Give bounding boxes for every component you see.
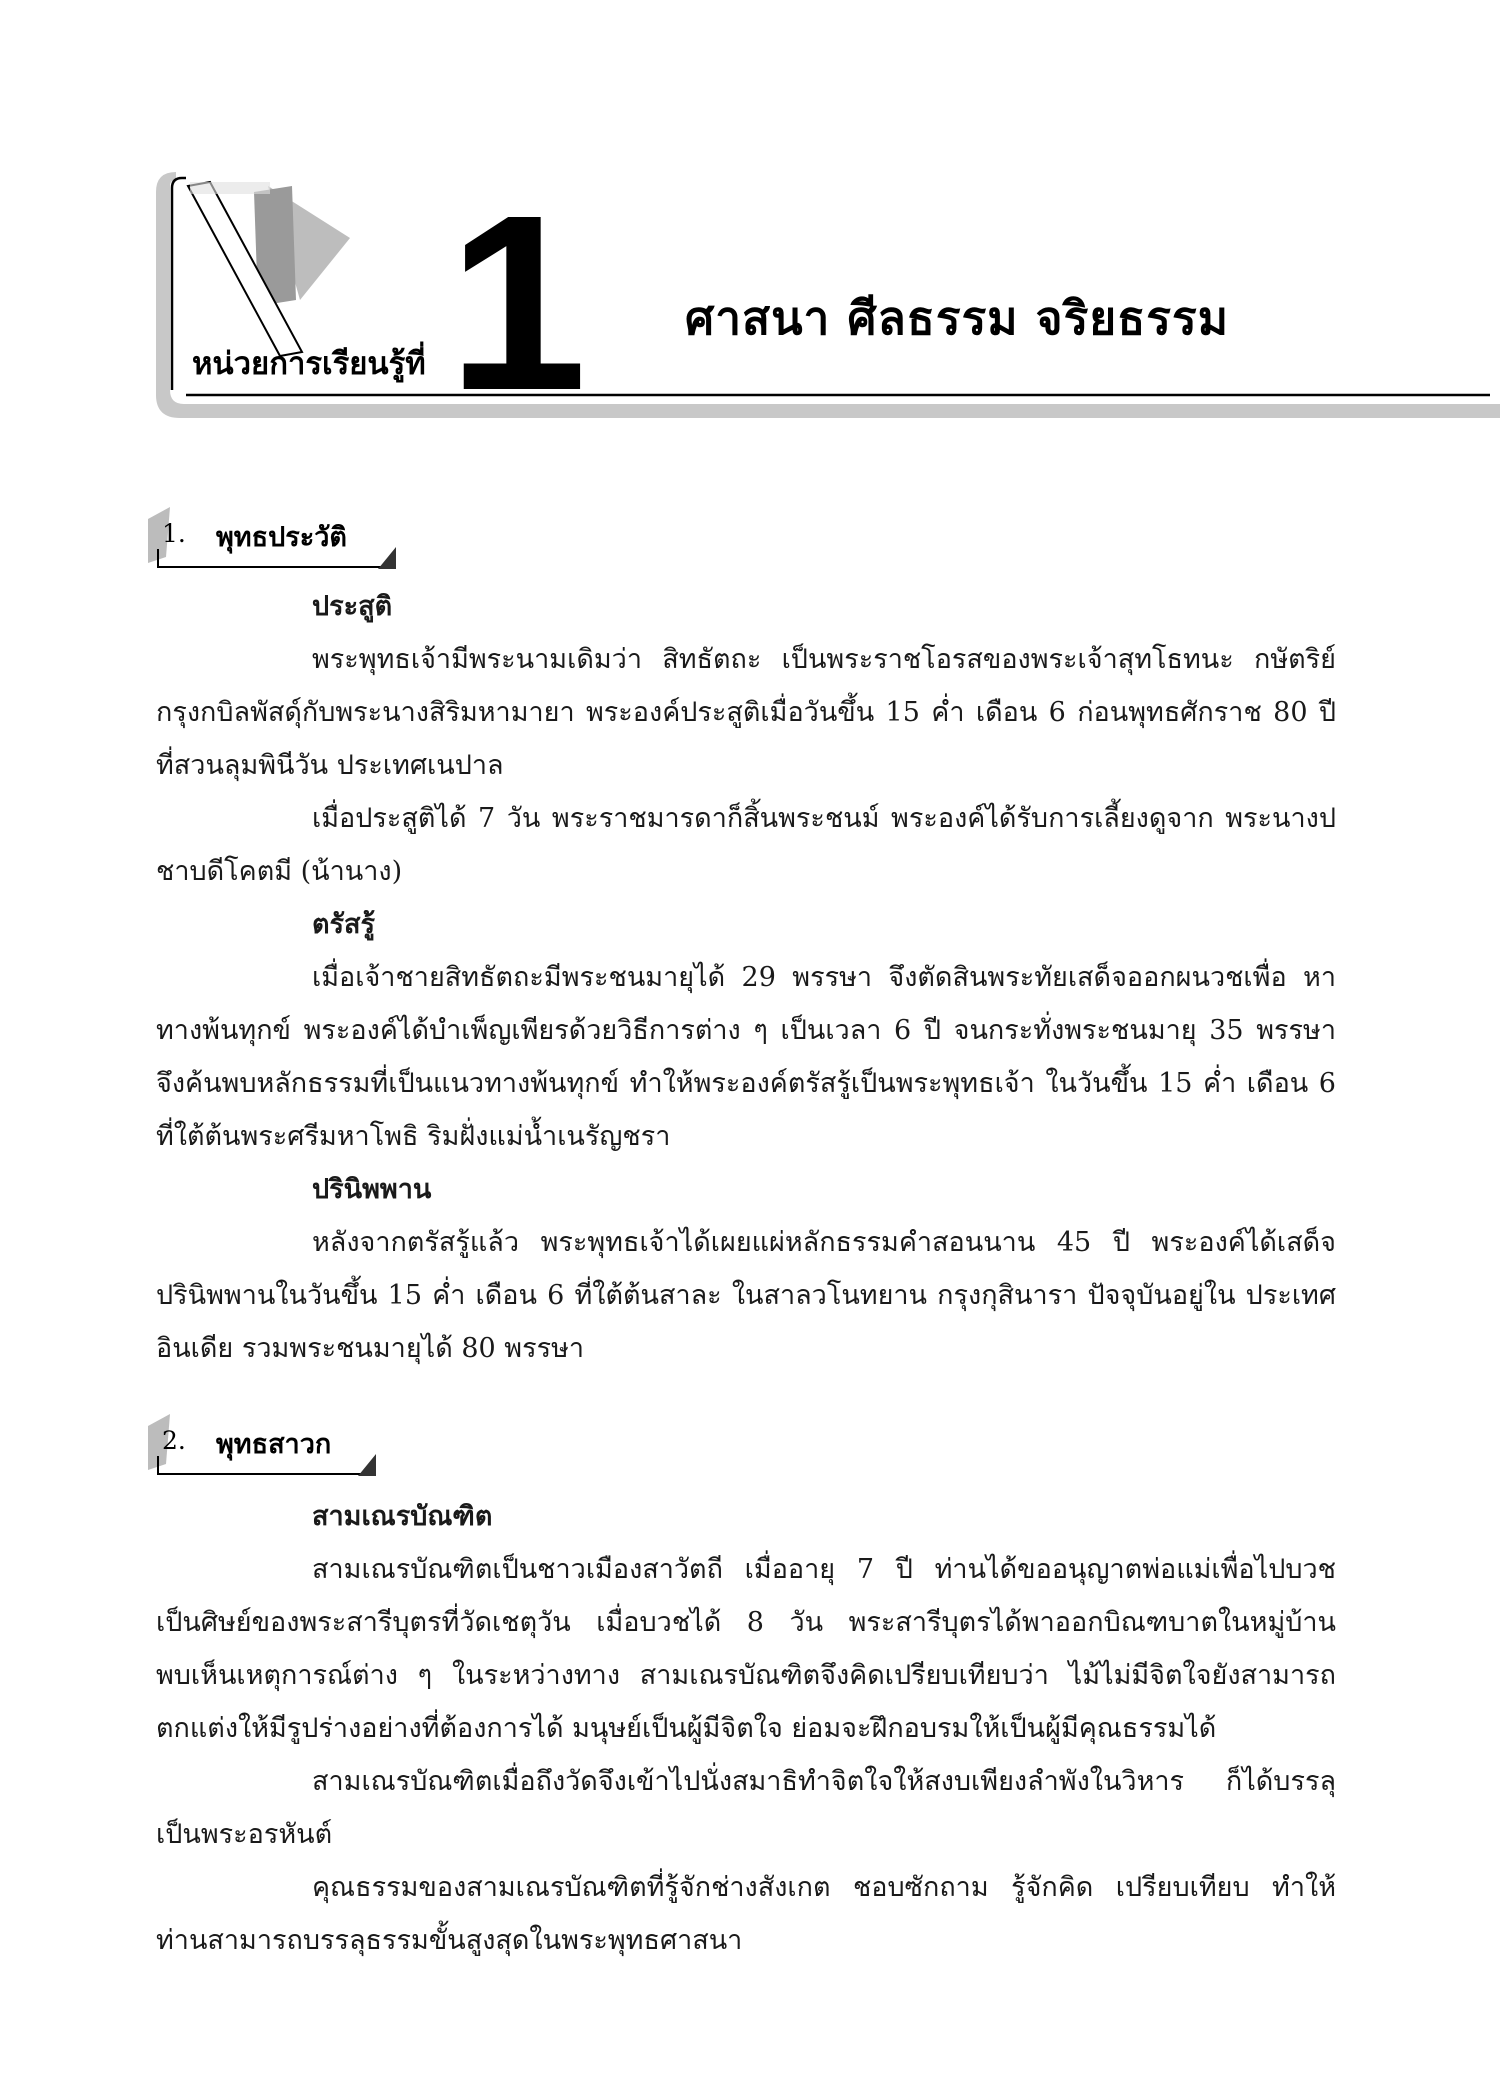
section-title: พุทธสาวก	[216, 1429, 332, 1460]
paragraph: สามเณรบัณฑิตเมื่อถึงวัดจึงเข้าไปนั่งสมาธิทำจิตใจให้สงบเพียงลำพังในวิหาร ก็ได้บรรลุ เป็นพระอรหันต์	[156, 1766, 1336, 1850]
paragraph: คุณธรรมของสามเณรบัณฑิตที่รู้จักช่างสังเกต ชอบซักถาม รู้จักคิด เปรียบเทียบ ทำให้ ท่านสามารถบรรลุธรรมขั้นสูงสุดในพระพุทธศาสนา	[156, 1872, 1336, 1956]
unit-label: หน่วยการเรียนรู้ที่	[192, 346, 426, 382]
sub-heading: สามเณรบัณฑิต	[312, 1501, 493, 1532]
paragraph: เมื่อประสูติได้ 7 วัน พระราชมารดาก็สิ้นพระชนม์ พระองค์ได้รับการเลี้ยงดูจาก พระนางปชาบดีโคตมี (น้านาง)	[156, 803, 1336, 887]
section-title: พุทธประวัติ	[216, 522, 347, 553]
chapter-logo-icon	[188, 182, 350, 356]
section-header-1	[148, 505, 408, 575]
paragraph: สามเณรบัณฑิตเป็นชาวเมืองสาวัตถี เมื่ออายุ 7 ปี ท่านได้ขออนุญาตพ่อแม่เพื่อไปบวช เป็นศิษย์ของพระสารีบุตรที่วัดเชตุวัน เมื่อบวชได้ 8 วัน พระสารีบุตรได้พาออกบิณฑบาตในหมู่บ้าน พบเห็นเหตุการณ์ต่าง ๆ ในระหว่างทาง สามเณรบัณฑิตจึงคิดเปรียบเทียบว่า ไม้ไม่มีจิตใจยังสามารถ ตกแต่งให้มีรูปร่างอย่างที่ต้องการได้ มนุษย์เป็นผู้มีจิตใจ ย่อมจะฝึกอบรมให้เป็นผู้มีคุณธรรมได้	[156, 1554, 1336, 1744]
sub-heading: ประสูติ	[312, 591, 393, 622]
chapter-header	[0, 0, 1503, 440]
chapter-number: 1	[448, 163, 588, 442]
sub-heading: ปรินิพพาน	[312, 1174, 432, 1205]
paragraph: พระพุทธเจ้ามีพระนามเดิมว่า สิทธัตถะ เป็นพระราชโอรสของพระเจ้าสุทโธทนะ กษัตริย์กรุงกบิลพัสดุ์กับพระนางสิริมหามายา พระองค์ประสูติเมื่อวันขึ้น 15 ค่ำ เดือน 6 ก่อนพุทธศักราช 80 ปี ที่สวนลุมพินีวัน ประเทศเนปาล	[156, 644, 1336, 781]
sub-heading: ตรัสรู้	[312, 909, 376, 940]
section-number: 1.	[162, 519, 186, 548]
section-header-2	[148, 1412, 408, 1482]
chapter-title: ศาสนา ศีลธรรม จริยธรรม	[685, 291, 1230, 345]
section-number: 2.	[162, 1426, 186, 1455]
paragraph: เมื่อเจ้าชายสิทธัตถะมีพระชนมายุได้ 29 พรรษา จึงตัดสินพระทัยเสด็จออกผนวชเพื่อ หาทางพ้นทุกข์ พระองค์ได้บำเพ็ญเพียรด้วยวิธีการต่าง ๆ เป็นเวลา 6 ปี จนกระทั่งพระชนมายุ 35 พรรษา จึงค้นพบหลักธรรมที่เป็นแนวทางพ้นทุกข์ ทำให้พระองค์ตรัสรู้เป็นพระพุทธเจ้า ในวันขึ้น 15 ค่ำ เดือน 6 ที่ใต้ต้นพระศรีมหาโพธิ ริมฝั่งแม่น้ำเนรัญชรา	[156, 962, 1336, 1152]
section-2-content	[156, 1490, 1336, 1967]
paragraph: หลังจากตรัสรู้แล้ว พระพุทธเจ้าได้เผยแผ่หลักธรรมคำสอนนาน 45 ปี พระองค์ได้เสด็จ ปรินิพพานในวันขึ้น 15 ค่ำ เดือน 6 ที่ใต้ต้นสาละ ในสาลวโนทยาน กรุงกุสินารา ปัจจุบันอยู่ใน ประเทศอินเดีย รวมพระชนมายุได้ 80 พรรษา	[156, 1227, 1336, 1364]
section-1-content	[156, 580, 1336, 1375]
